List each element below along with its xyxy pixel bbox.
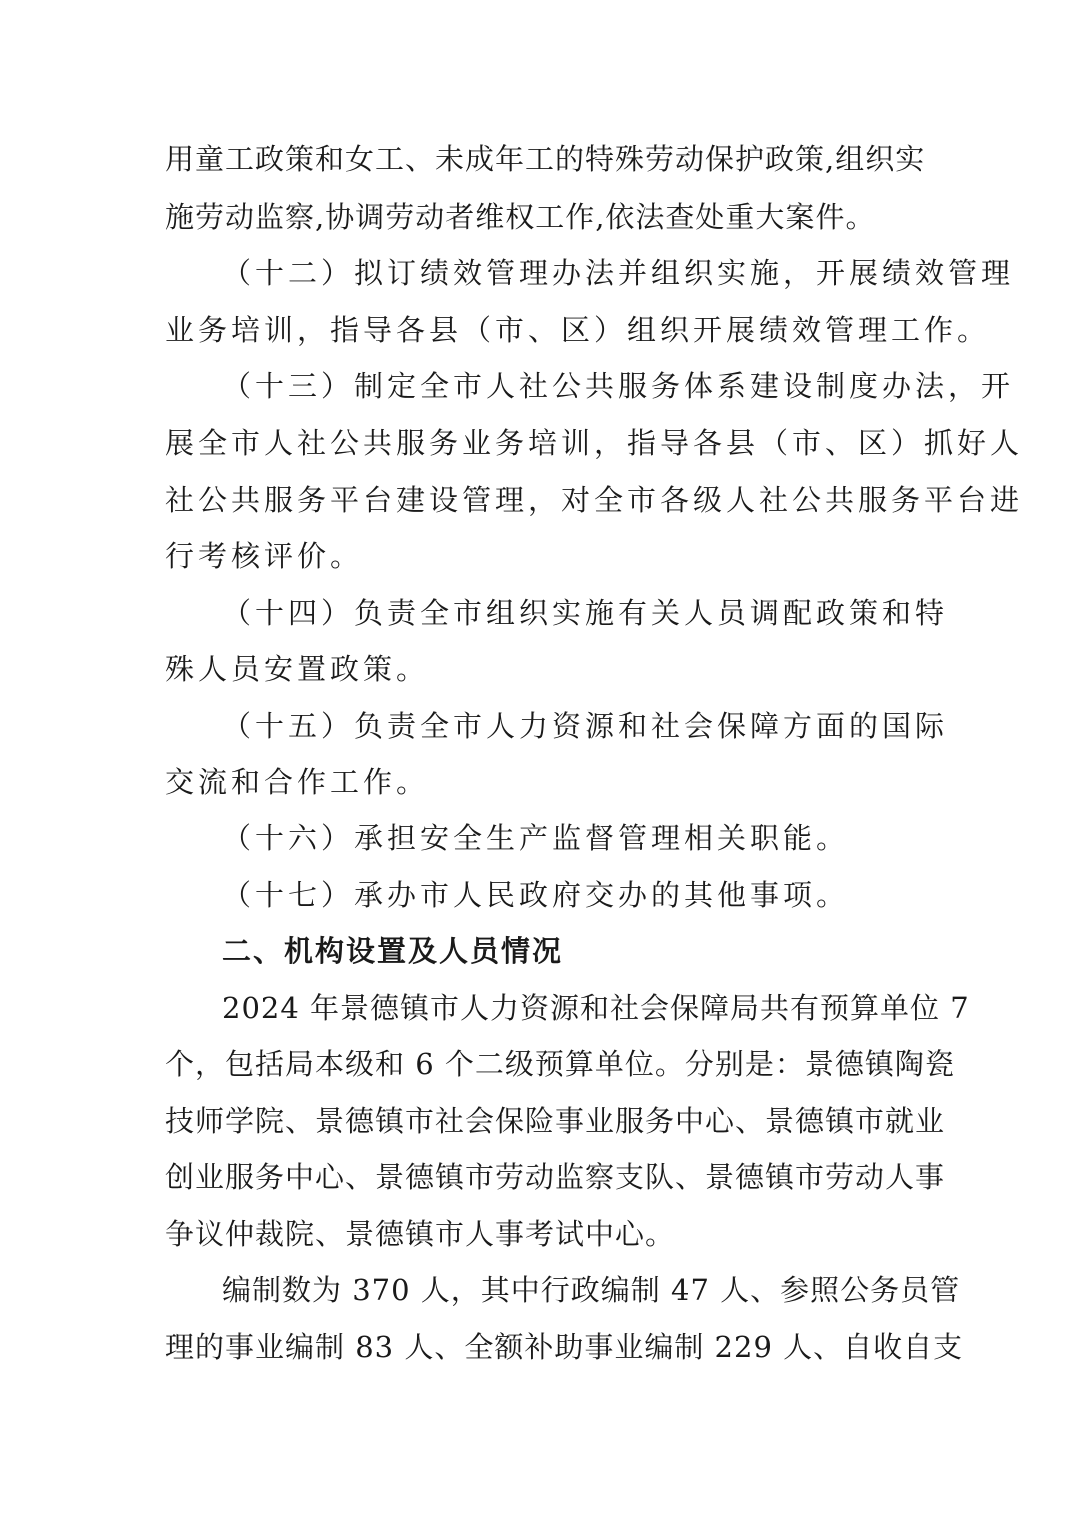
text-line: 施劳动监察,协调劳动者维权工作,依法查处重大案件。 <box>165 200 876 234</box>
text-line: 创业服务中心、景德镇市劳动监察支队、景德镇市劳动人事 <box>165 1160 946 1194</box>
text-line: 业务培训，指导各县（市、区）组织开展绩效管理工作。 <box>165 313 991 347</box>
text-line: 展全市人社公共服务业务培训，指导各县（市、区）抓好人 <box>165 426 1024 460</box>
text-line: 社公共服务平台建设管理，对全市各级人社公共服务平台进 <box>165 483 1024 517</box>
paragraph-item-17: （十七）承办市人民政府交办的其他事项。 <box>222 878 850 912</box>
text-line: 技师学院、景德镇市社会保险事业服务中心、景德镇市就业 <box>165 1104 946 1138</box>
text-line: 用童工政策和女工、未成年工的特殊劳动保护政策,组织实 <box>165 142 926 176</box>
paragraph-item-12: （十二）拟订绩效管理办法并组织实施，开展绩效管理 <box>222 256 1015 290</box>
text-line: 行考核评价。 <box>165 539 364 573</box>
paragraph-item-16: （十六）承担安全生产监督管理相关职能。 <box>222 821 850 855</box>
text-line: 殊人员安置政策。 <box>165 652 430 686</box>
paragraph-item-14: （十四）负责全市组织实施有关人员调配政策和特 <box>222 596 949 630</box>
paragraph-item-15: （十五）负责全市人力资源和社会保障方面的国际 <box>222 709 949 743</box>
paragraph-budget-units: 2024 年景德镇市人力资源和社会保障局共有预算单位 7 <box>222 991 970 1025</box>
text-line: 争议仲裁院、景德镇市人事考试中心。 <box>165 1217 676 1251</box>
paragraph-item-13: （十三）制定全市人社公共服务体系建设制度办法，开 <box>222 369 1015 403</box>
paragraph-staffing: 编制数为 370 人，其中行政编制 47 人、参照公务员管 <box>222 1273 961 1307</box>
text-line: 理的事业编制 83 人、全额补助事业编制 229 人、自收自支 <box>165 1330 964 1364</box>
text-line: 交流和合作工作。 <box>165 765 430 799</box>
section-heading: 二、机构设置及人员情况 <box>222 934 564 968</box>
text-line: 个，包括局本级和 6 个二级预算单位。分别是：景德镇陶瓷 <box>165 1047 955 1081</box>
